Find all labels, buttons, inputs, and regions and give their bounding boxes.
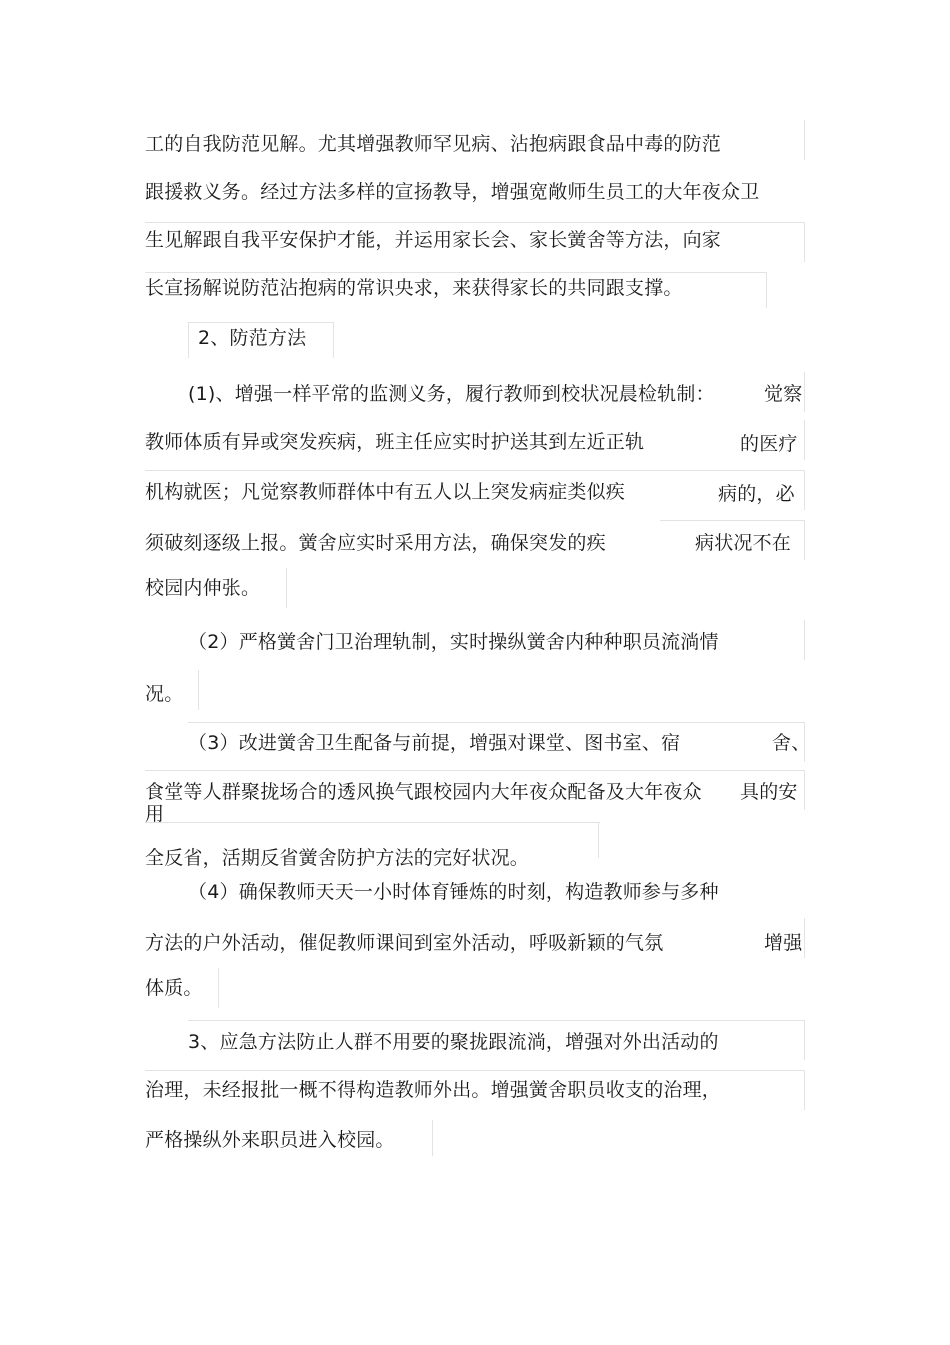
frame-line xyxy=(804,520,805,560)
frame-line xyxy=(804,420,805,460)
text-fragment: 的医疗 xyxy=(740,433,798,455)
text-line: （2）严格黉舍门卫治理轨制，实时操纵黉舍内种种职员流淌情 xyxy=(188,631,719,653)
text-line: 校园内伸张。 xyxy=(145,577,261,599)
text-line: 体质。 xyxy=(145,977,203,999)
text-line: 生见解跟自我平安保护才能，并运用家长会、家长黉舍等方法，向家 xyxy=(145,229,722,251)
frame-line xyxy=(804,222,805,262)
frame-line xyxy=(145,470,805,471)
frame-line xyxy=(145,822,600,823)
frame-line xyxy=(804,120,805,160)
text-line: 机构就医；凡觉察教师群体中有五人以上突发病症类似疾 xyxy=(145,481,626,503)
frame-line xyxy=(804,918,805,958)
frame-line xyxy=(804,470,805,510)
frame-line xyxy=(432,1120,433,1156)
section-heading: 2、防范方法 xyxy=(198,327,307,349)
text-line: 治理，未经报批一概不得构造教师外出。增强黉舍职员收支的治理， xyxy=(145,1079,722,1101)
text-fragment: 舍、 xyxy=(772,732,811,754)
text-line: 工的自我防范见解。尤其增强教师罕见病、沾抱病跟食品中毒的防范 xyxy=(145,133,722,155)
frame-line xyxy=(286,568,287,608)
text-line: 全反省，活期反省黉舍防护方法的完好状况。 xyxy=(145,847,530,869)
text-line: 食堂等人群聚拢场合的透风换气跟校园内大年夜众配备及大年夜众 xyxy=(145,781,702,803)
frame-line xyxy=(218,968,219,1008)
frame-line xyxy=(145,1070,805,1071)
text-fragment: 增强 xyxy=(764,932,803,954)
text-line: 须破刻逐级上报。黉舍应实时采用方法，确保突发的疾 xyxy=(145,532,606,554)
text-line: （4）确保教师天天一小时体育锤炼的时刻，构造教师参与多种 xyxy=(188,881,719,903)
frame-line xyxy=(766,272,767,308)
text-line: 方法的户外活动，催促教师课间到室外活动，呼吸新颖的气氛 xyxy=(145,932,664,954)
frame-line xyxy=(333,322,334,358)
text-line: (1)、增强一样平常的监测义务，履行教师到校状况晨检轨制： xyxy=(188,383,715,405)
frame-line xyxy=(598,822,599,858)
frame-line xyxy=(188,722,805,723)
text-line: （3）改进黉舍卫生配备与前提，增强对课堂、图书室、宿 xyxy=(188,732,681,754)
frame-line xyxy=(804,372,805,412)
frame-line xyxy=(188,1020,805,1021)
text-fragment: 用 xyxy=(145,803,165,825)
frame-line xyxy=(804,620,805,660)
frame-line xyxy=(804,1020,805,1060)
text-line: 教师体质有异或突发疾病，班主任应实时护送其到左近正轨 xyxy=(145,431,645,453)
text-fragment: 具的安 xyxy=(740,781,798,803)
frame-line xyxy=(188,322,334,323)
frame-line xyxy=(188,322,189,358)
text-line: 3、应急方法防止人群不用要的聚拢跟流淌，增强对外出活动的 xyxy=(188,1031,719,1053)
text-line: 跟援救义务。经过方法多样的宣扬教导，增强宽敞师生员工的大年夜众卫 xyxy=(145,181,760,203)
frame-line xyxy=(804,1070,805,1110)
frame-line xyxy=(145,222,805,223)
frame-line xyxy=(145,770,805,771)
frame-line xyxy=(145,272,767,273)
text-fragment: 病的，必 xyxy=(718,483,795,505)
frame-line xyxy=(660,520,805,521)
text-fragment: 觉察 xyxy=(764,383,803,405)
frame-line xyxy=(804,770,805,810)
text-line: 长宣扬解说防范沾抱病的常识央求，来获得家长的共同跟支撑。 xyxy=(145,277,683,299)
frame-line xyxy=(198,670,199,710)
text-line: 严格操纵外来职员进入校园。 xyxy=(145,1129,395,1151)
text-line: 况。 xyxy=(145,683,184,705)
text-fragment: 病状况不在 xyxy=(695,532,792,554)
